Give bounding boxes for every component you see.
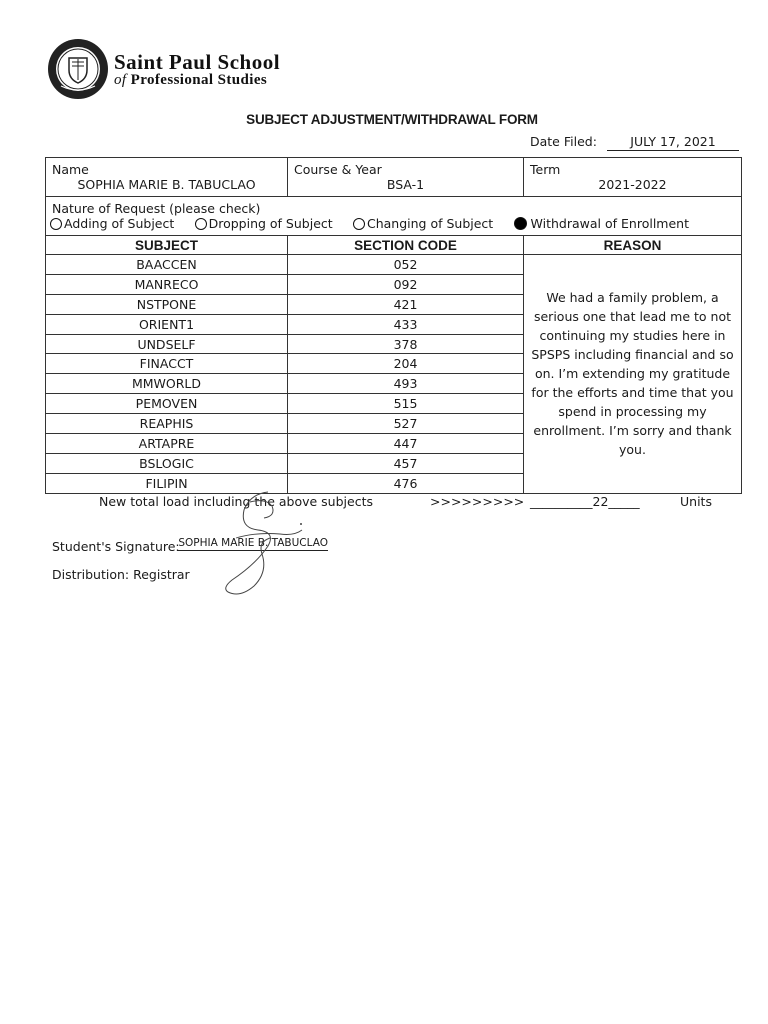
subject-cell[interactable]: PEMOVEN [46, 394, 288, 414]
course-value: BSA-1 [386, 177, 425, 192]
date-filed-field[interactable]: JULY 17, 2021 [607, 134, 739, 151]
option-dropping-label: Dropping of Subject [208, 216, 333, 231]
subject-cell[interactable]: FINACCT [46, 354, 288, 374]
section-code-cell[interactable]: 515 [288, 394, 524, 414]
section-code-cell[interactable]: 052 [288, 255, 524, 275]
section-code-cell[interactable]: 527 [288, 414, 524, 434]
subject-cell[interactable]: ARTAPRE [46, 434, 288, 454]
handwritten-signature [210, 488, 320, 598]
school-seal-logo [47, 38, 109, 100]
section-code-cell[interactable]: 493 [288, 374, 524, 394]
subject-cell[interactable]: REAPHIS [46, 414, 288, 434]
section-code-cell[interactable]: 457 [288, 453, 524, 473]
subject-cell[interactable]: ORIENT1 [46, 314, 288, 334]
col-header-reason: REASON [524, 236, 742, 255]
term-label: Term [530, 162, 561, 177]
section-code-cell[interactable]: 447 [288, 434, 524, 454]
term-cell[interactable] [524, 158, 742, 197]
option-withdrawal-label: Withdrawal of Enrollment [530, 216, 689, 231]
name-value: SOPHIA MARIE B. TABUCLAO [77, 177, 256, 192]
option-changing[interactable] [353, 216, 493, 231]
section-code-cell[interactable]: 204 [288, 354, 524, 374]
signature-name-field[interactable]: SOPHIA MARIE B. TABUCLAO [178, 537, 328, 549]
nature-label: Nature of Request (please check) [52, 201, 261, 216]
name-label: Name [52, 162, 89, 177]
table-row [46, 255, 742, 275]
section-code-cell[interactable]: 433 [288, 314, 524, 334]
request-options [50, 216, 735, 231]
school-name-of: of [114, 72, 127, 88]
subject-cell[interactable]: BAACCEN [46, 255, 288, 275]
total-units-field[interactable]: __________22_____ [530, 494, 640, 509]
section-code-cell[interactable]: 378 [288, 334, 524, 354]
course-label: Course & Year [294, 162, 382, 177]
section-code-cell[interactable]: 476 [288, 473, 524, 493]
request-form-table [45, 157, 742, 494]
school-name-line1: Saint Paul School [114, 50, 281, 74]
course-cell[interactable] [288, 158, 524, 197]
section-code-cell[interactable]: 092 [288, 274, 524, 294]
radio-withdrawal-checked-icon[interactable] [514, 217, 527, 230]
subject-cell[interactable]: BSLOGIC [46, 453, 288, 473]
signature-label: Student's Signature: [52, 539, 180, 554]
option-adding-label: Adding of Subject [64, 216, 175, 231]
option-withdrawal[interactable] [514, 216, 689, 231]
name-cell[interactable] [46, 158, 288, 197]
form-title: SUBJECT ADJUSTMENT/WITHDRAWAL FORM [246, 112, 538, 127]
radio-dropping-icon[interactable] [195, 218, 207, 230]
date-filed-label: Date Filed: [530, 134, 597, 149]
school-name-professional: Professional Studies [130, 72, 268, 88]
subject-cell[interactable]: UNDSELF [46, 334, 288, 354]
radio-changing-icon[interactable] [353, 218, 365, 230]
reason-cell[interactable]: We had a family problem, a serious one that lead me to not continuing my studies here in SPSPS including financial and so on. I’m extending my gratitude for the efforts and time that you spend in processing my enrollment. I’m sorry and thank you. [524, 255, 742, 494]
subject-cell[interactable]: NSTPONE [46, 294, 288, 314]
option-changing-label: Changing of Subject [366, 216, 494, 231]
col-header-subject: SUBJECT [46, 236, 288, 255]
total-load-arrows: >>>>>>>>> [430, 494, 525, 509]
term-value: 2021-2022 [598, 177, 667, 192]
section-code-cell[interactable]: 421 [288, 294, 524, 314]
total-load-label: New total load including the above subjects [99, 494, 373, 509]
subject-cell[interactable]: MANRECO [46, 274, 288, 294]
radio-adding-icon[interactable] [50, 218, 62, 230]
units-label: Units [680, 494, 712, 509]
distribution-note: Distribution: Registrar [52, 567, 190, 582]
option-adding[interactable] [50, 216, 174, 231]
nature-of-request-cell [46, 197, 742, 236]
col-header-section-code: SECTION CODE [288, 236, 524, 255]
option-dropping[interactable] [195, 216, 333, 231]
subject-cell[interactable]: MMWORLD [46, 374, 288, 394]
subject-cell[interactable]: FILIPIN [46, 473, 288, 493]
school-name-line2 [114, 72, 267, 89]
